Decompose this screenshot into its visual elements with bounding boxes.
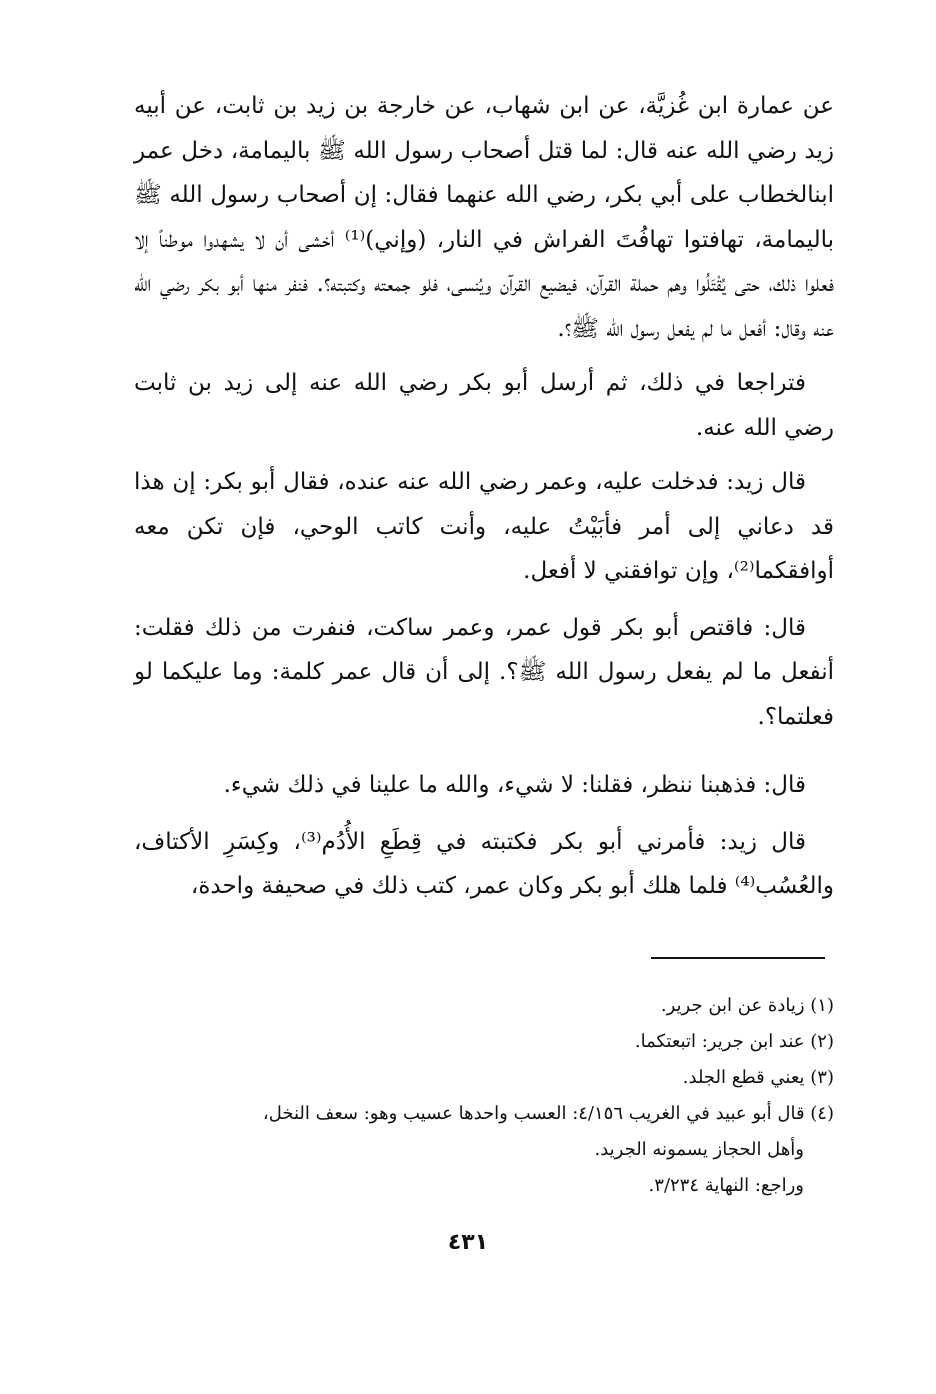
footnotes <box>134 988 834 1204</box>
footnote-3: (٣) يعني قطع الجلد. <box>682 1067 834 1088</box>
paragraph-4: قال: فاقتص أبو بكر قول عمر، وعمر ساكت، فنفرت من ذلك فقلت: أنفعل ما لم يفعل رسول الله ﷺ؟. إلى أن قال عمر كلمة: وما عليكما لو فعلتما؟. <box>134 614 834 730</box>
paragraph-6: قال زيد: فأمرني أبو بكر فكتبته في قِطَعِ الأُدُم⁽³⁾، وكِسَرِ الأكتاف، والعُسُب⁽⁴⁾ فلما هلك أبو بكر وكان عمر، كتب ذلك في صحيفة واحدة، <box>134 828 834 899</box>
page-number: ٤٣١ <box>447 1230 489 1255</box>
footnote-2: (٢) عند ابن جرير: اتبعتكما. <box>634 1031 834 1052</box>
footnote-4-reference: وراجع: النهاية ٣/٢٣٤. <box>648 1175 804 1196</box>
paragraph-2: فتراجعا في ذلك، ثم أرسل أبو بكر رضي الله عنه إلى زيد بن ثابت رضي الله عنه. <box>134 370 834 441</box>
footnote-separator <box>651 957 825 959</box>
footnote-4-continued: وأهل الحجاز يسمونه الجريد. <box>594 1139 804 1160</box>
paragraph-1: عن عمارة ابن غُزيَّة، عن ابن شهاب، عن خارجة بن زيد بن ثابت، عن أبيه زيد رضي الله عنه قال: لما قتل أصحاب رسول الله ﷺ باليمامة، دخل عمر ابنالخطاب على أبي بكر، رضي الله عنهما فقال: إن أصحاب رسول الله ﷺ باليمامة، تهافتوا تهافُتَ الفراش في النار، (وإني)⁽¹⁾ أخشى أن لا يشهدوا موطناً إلا فعلوا ذلك، حتى يُقْتَلُوا وهم حملة القرآن، فيضيع القرآن ويُنسى، فلو جمعته وكتبته؟. فنفر منها أبو بكر رضي الله عنه وقال: أفعل ما لم يفعل رسول الله ﷺ؟. <box>134 93 834 342</box>
footnote-4: (٤) قال أبو عبيد في الغريب ٤/١٥٦: العسب واحدها عسيب وهو: سعف النخل، <box>262 1103 834 1124</box>
main-text <box>134 84 834 909</box>
paragraph-3: قال زيد: فدخلت عليه، وعمر رضي الله عنه عنده، فقال أبو بكر: إن هذا قد دعاني إلى أمر فأبَيْتُ عليه، وأنت كاتب الوحي، فإن تكن معه أوافقكما⁽²⁾، وإن توافقني لا أفعل. <box>134 469 834 584</box>
footnote-1: (١) زيادة عن ابن جرير. <box>660 995 834 1016</box>
paragraph-5: قال: فذهبنا ننظر، فقلنا: لا شيء، والله ما علينا في ذلك شيء. <box>223 772 806 798</box>
